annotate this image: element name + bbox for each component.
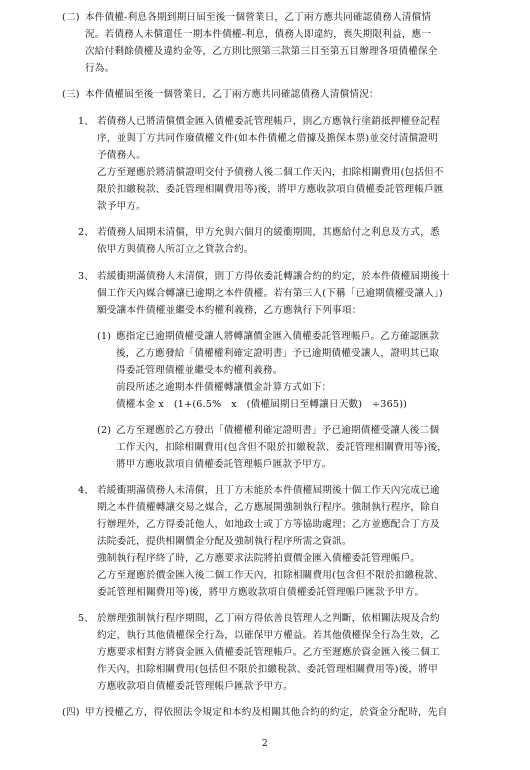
section-2-line-3: 次給付剩餘債權及違約金等，乙方則比照第三款第三目至第五目辦理各項債權保全 [85, 46, 438, 57]
item-4-line-3: 行辦理外，乙方得委託他人，如地政士或丁方等協助處理；乙方並應配合丁方及 [97, 519, 440, 530]
item-4-number: 4、 [78, 485, 95, 496]
item-5-line-3: 方應要求相對方將資金匯入債權委託管理帳戶。乙方至遲應於資金匯入後二個工 [97, 647, 440, 658]
sub-1-line-4: 前段所述之逾期本件債權轉讓價金計算方式如下： [116, 382, 332, 393]
section-2-number: (二) [62, 12, 80, 23]
sub-1-line-1: 應指定已逾期債權受讓人將轉讓價金匯入債權委託管理帳戶。乙方確認匯款 [116, 331, 440, 342]
page-number: 2 [262, 739, 268, 749]
item-4-line-5: 強制執行程序終了時，乙方應要求法院將拍賣價金匯入債權委託管理帳戶。 [97, 553, 421, 564]
item-5-number: 5、 [78, 613, 95, 624]
item-3-line-1: 若緩衝期滿債務人未清償，則丁方得依委託轉讓合約的約定，於本件債權屆期後十 [97, 271, 450, 282]
item-2-line-2: 依甲方與債務人所訂立之貸款合約。 [97, 244, 254, 255]
item-1-line-6: 款予甲方。 [97, 201, 146, 212]
item-1-line-3: 予債務人。 [97, 150, 146, 161]
section-2-line-4: 行為。 [85, 63, 115, 74]
sub-2-line-2: 工作天內，扣除相關費用(包含但不限於扣繳稅款、委託管理相關費用等)後， [116, 442, 448, 453]
section-3-heading: 本件債權屆至後一個營業日，乙丁兩方應共同確認債務人清償情況： [85, 89, 379, 100]
section-4-line-1: 甲方授權乙方，得依照法令規定和本約及相關其他合約的約定，於資金分配時，先自 [85, 707, 448, 718]
item-3-line-3: 願受讓本件債權並繼受本約權利義務，乙方應執行下列事項： [97, 305, 362, 316]
item-3-number: 3、 [78, 271, 95, 282]
price-formula: 債權本金 x (1+(6.5% x (債權屆期日至轉讓日天數) ÷365)) [116, 399, 408, 410]
item-2-number: 2、 [78, 227, 95, 238]
item-5-line-4: 作天內，扣除相關費用(包括但不限於扣繳稅款、委託管理相關費用等)後，將甲 [97, 664, 438, 675]
item-4-line-2: 期之本件債權轉讓交易之媒合，乙方應展開強制執行程序。強制執行程序，除自 [97, 502, 440, 513]
item-1-line-4: 乙方至遲應於將清償證明交付予債務人後二個工作天內，扣除相關費用(包括但不 [97, 167, 444, 178]
item-5-line-2: 約定，執行其他債權保全行為，以確保甲方權益。若其他債權保全行為生效，乙 [97, 630, 440, 641]
item-1-line-1: 若債務人已將清償價金匯入債權委託管理帳戶，則乙方應執行塗銷抵押權登記程 [97, 116, 440, 127]
item-4-line-1: 若緩衝期滿債務人未清償，且丁方未能於本件債權屆期後十個工作天內完成已逾 [97, 485, 440, 496]
item-5-line-1: 於辦理強制執行程序期間，乙丁兩方得依善良管理人之判斷，依相關法規及合約 [97, 613, 440, 624]
section-2-line-2: 況。若債務人未償還任一期本件債權-利息，債務人即違約，喪失期限利益，應一 [85, 29, 432, 40]
item-1-line-5: 限於扣繳稅款、委託管理相關費用等)後，將甲方應收款項自債權委託管理帳戶匯 [97, 184, 444, 195]
item-4-line-4: 法院委託，提供相關價金分配及強制執行程序所需之資訊。 [97, 536, 352, 547]
sub-1-line-2: 後，乙方應發給「債權權利確定證明書」予已逾期債權受讓人，證明其已取 [116, 348, 440, 359]
section-3-number: (三) [62, 89, 80, 100]
item-2-line-1: 若債務人屆期未清償，甲方允與六個月的緩衝期間，其應給付之利息及方式，悉 [97, 227, 440, 238]
sub-1-line-3: 得委託管理債權並繼受本約權利義務。 [116, 365, 283, 376]
item-1-line-2: 序，並與丁方共同作廢債權文件(如本件債權之借據及擔保本票)並交付清償證明 [97, 133, 438, 144]
item-4-line-7: 委託管理相關費用等)後，將甲方應收款項自債權委託管理帳戶匯款予甲方。 [97, 587, 425, 598]
item-5-line-5: 方應收款項自債權委託管理帳戶匯款予甲方。 [97, 681, 293, 692]
sub-1-number: (1) [97, 331, 112, 342]
section-2-line-1: 本件債權-利息各期到期日屆至後一個營業日，乙丁兩方應共同確認債務人清償情 [85, 12, 432, 23]
item-4-line-6: 乙方至遲應於價金匯入後二個工作天內，扣除相關費用(包含但不限於扣繳稅款、 [97, 570, 444, 581]
item-3-line-2: 個工作天內媒合轉讓已逾期之本件債權。若有第三人(下稱「已逾期債權受讓人」) [97, 288, 443, 299]
sub-2-line-1: 乙方至遲應於乙方發出「債權權利確定證明書」予已逾期債權受讓人後二個 [116, 425, 440, 436]
section-4-number: (四) [62, 707, 80, 718]
item-1-number: 1、 [78, 116, 95, 127]
sub-2-line-3: 將甲方應收款項自債權委託管理帳戶匯款予甲方。 [116, 459, 332, 470]
sub-2-number: (2) [97, 425, 112, 436]
